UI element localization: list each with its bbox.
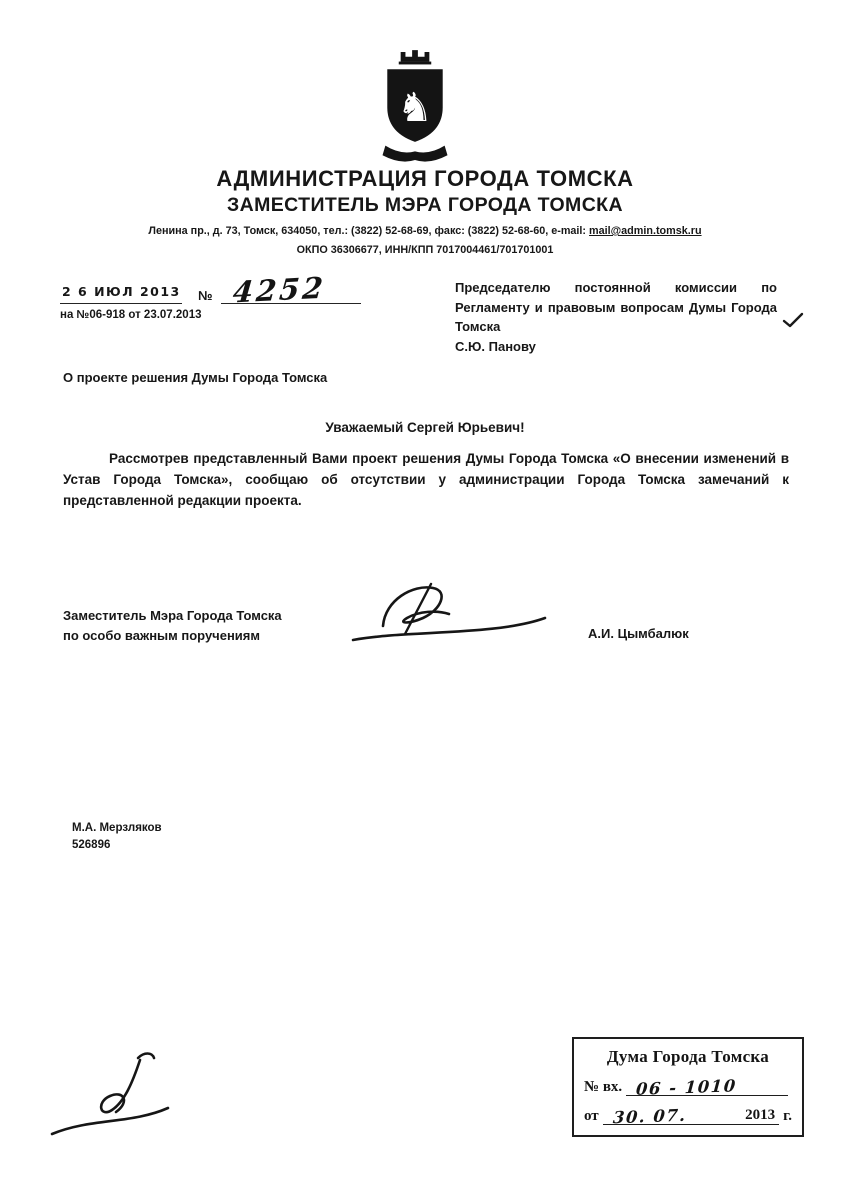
ribbon-icon — [383, 146, 448, 162]
codes-line: ОКПО 36306677, ИНН/КПП 7017004461/701701001 — [296, 244, 554, 256]
signer-position — [63, 606, 282, 646]
stamp-number-label: № вх. — [584, 1079, 623, 1095]
stamp-year: 2013 — [745, 1107, 776, 1123]
stamp-number-row — [584, 1074, 792, 1099]
stamp-date-handwritten: 30. 07. — [612, 1105, 687, 1128]
addressee-title: Председателю постоянной комиссии по Регламенту и правовым вопросам Думы Города Томска — [455, 280, 777, 334]
reference-block — [60, 268, 410, 321]
stamp-date-line — [603, 1103, 779, 1128]
signer-position-line1: Заместитель Мэра Города Томска — [63, 608, 282, 623]
checkmark-annotation — [782, 312, 804, 328]
stamp-number-line — [626, 1074, 788, 1099]
handwritten-mark — [40, 1050, 190, 1150]
salutation: Уважаемый Сергей Юрьевич! — [325, 420, 525, 435]
org-name: АДМИНИСТРАЦИЯ ГОРОДА ТОМСКА — [216, 166, 634, 191]
stamp-number-handwritten: 06 - 1010 — [635, 1076, 738, 1099]
signer-name: А.И. Цымбалюк — [588, 626, 689, 641]
date-line — [60, 268, 182, 304]
crown-icon — [401, 50, 430, 61]
tomsk-coat-of-arms — [372, 44, 458, 168]
email-text: mail@admin.tomsk.ru — [589, 225, 702, 237]
stamp-date-label: от — [584, 1108, 599, 1124]
outgoing-number-handwritten: 4252 — [231, 270, 327, 310]
horse-icon: ♞ — [397, 84, 433, 130]
address-text: Ленина пр., д. 73, Томск, 634050, тел.: (3822) 52-68-69, факс: (3822) 52-68-60, e-mail: — [148, 225, 590, 237]
incoming-stamp-box — [572, 1037, 804, 1137]
subject-line: О проекте решения Думы Города Томска — [63, 370, 328, 385]
date-stamp: 2 6 ИЮЛ 2013 — [62, 284, 181, 299]
number-label: № — [198, 288, 213, 303]
stamp-org-name: Дума Города Томска — [606, 1047, 770, 1066]
stamp-date-row — [584, 1103, 792, 1128]
stamp-year-suffix: г. — [783, 1108, 792, 1124]
addressee-name: С.Ю. Панову — [455, 338, 536, 354]
executor-block — [72, 820, 162, 853]
org-subtitle: ЗАМЕСТИТЕЛЬ МЭРА ГОРОДА ТОМСКА — [227, 194, 623, 216]
letter-body: Рассмотрев представленный Вами проект решения Думы Города Томска «О внесении изменений в Устав Города Томска», сообщаю об отсутствии у администрации Города Томска замечаний к представленной редакции проекта. — [63, 451, 789, 508]
number-line — [221, 268, 361, 310]
reply-reference: на №06-918 от 23.07.2013 — [60, 309, 202, 321]
address-line — [0, 225, 850, 237]
addressee-block — [455, 278, 777, 356]
signature-handwritten — [345, 580, 555, 650]
executor-phone: 526896 — [72, 838, 111, 851]
signer-position-line2: по особо важным поручениям — [63, 628, 260, 644]
executor-name: М.А. Мерзляков — [72, 822, 162, 834]
